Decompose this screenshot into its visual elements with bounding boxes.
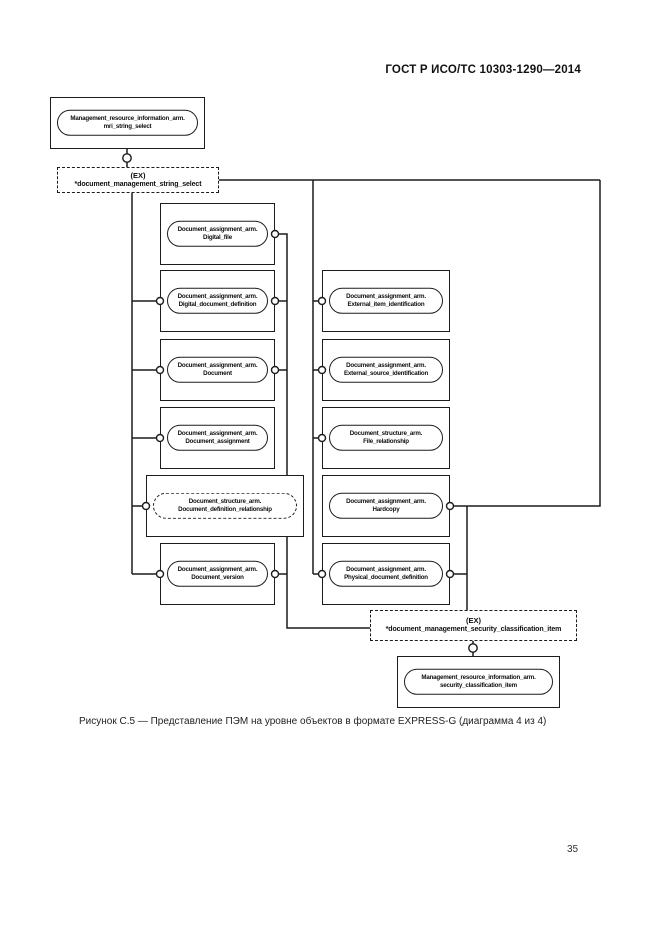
entity-stadium [329, 493, 443, 519]
entity-stadium [167, 357, 268, 383]
entity-name: Document_assignment [185, 438, 250, 445]
entity-stadium [329, 357, 443, 383]
page-ref-circle [123, 154, 131, 162]
entity-schema: Document_assignment_arm. [346, 497, 426, 505]
node-digital-file [160, 203, 275, 265]
entity-name: File_relationship [363, 438, 409, 445]
entity-schema: Document_structure_arm. [188, 497, 262, 505]
entity-stadium [167, 288, 268, 314]
node-security-classification-item [397, 656, 560, 708]
entity-name: Hardcopy [372, 506, 400, 513]
node-document-assignment [160, 407, 275, 469]
entity-name: security_classification_item [440, 682, 517, 689]
entity-schema: Management_resource_information_arm. [421, 673, 536, 681]
figure-caption: Рисунок С.5 — Представление ПЭМ на уровне объектов в формате EXPRESS-G (диаграмма 4 из 4) [79, 716, 547, 727]
express-ex-tag: (EX) [130, 170, 146, 180]
entity-name: mri_string_select [103, 123, 152, 130]
node-hardcopy [322, 475, 450, 537]
entity-stadium [404, 669, 553, 695]
entity-name: Document_definition_relationship [178, 506, 272, 513]
node-external-source-identification [322, 339, 450, 401]
node-document [160, 339, 275, 401]
entity-schema: Document_assignment_arm. [177, 361, 258, 369]
select-box-string-select [57, 167, 219, 193]
entity-schema: Document_assignment_arm. [346, 292, 426, 300]
entity-schema: Document_structure_arm. [349, 429, 423, 437]
entity-stadium [167, 221, 268, 247]
page-ref-circle [469, 644, 477, 652]
entity-stadium [167, 561, 268, 587]
entity-name: Digital_file [203, 234, 232, 241]
node-physical-document-definition [322, 543, 450, 605]
entity-schema: Document_assignment_arm. [346, 361, 426, 369]
entity-name: Physical_document_definition [344, 574, 428, 581]
page-title: ГОСТ Р ИСО/ТС 10303-1290—2014 [385, 64, 581, 76]
entity-schema: Document_assignment_arm. [346, 565, 426, 573]
node-document-definition-relationship [146, 475, 304, 537]
entity-stadium [57, 110, 198, 136]
express-ex-tag: (EX) [466, 616, 481, 626]
select-type-name: *document_management_security_classification_item [385, 626, 562, 634]
entity-schema: Document_assignment_arm. [177, 429, 258, 437]
entity-name: Digital_document_definition [178, 301, 257, 308]
node-external-item-identification [322, 270, 450, 332]
select-box-security-classification-item [370, 610, 577, 641]
node-file-relationship [322, 407, 450, 469]
node-document-version [160, 543, 275, 605]
entity-stadium [329, 425, 443, 451]
entity-schema: Document_assignment_arm. [177, 225, 258, 233]
entity-name: Document_version [191, 574, 244, 581]
entity-stadium [329, 288, 443, 314]
entity-stadium [153, 493, 297, 519]
entity-stadium [329, 561, 443, 587]
select-type-name: *document_management_string_select [74, 180, 202, 188]
page-number: 35 [567, 844, 579, 855]
entity-schema: Document_assignment_arm. [177, 292, 258, 300]
node-digital-document-definition [160, 270, 275, 332]
entity-stadium [167, 425, 268, 451]
entity-name: External_item_identification [347, 301, 425, 308]
entity-schema: Management_resource_information_arm. [70, 114, 185, 122]
entity-schema: Document_assignment_arm. [177, 565, 258, 573]
entity-name: Document [203, 370, 232, 377]
node-mri-string-select [50, 97, 205, 149]
entity-name: External_source_identification [343, 370, 429, 377]
